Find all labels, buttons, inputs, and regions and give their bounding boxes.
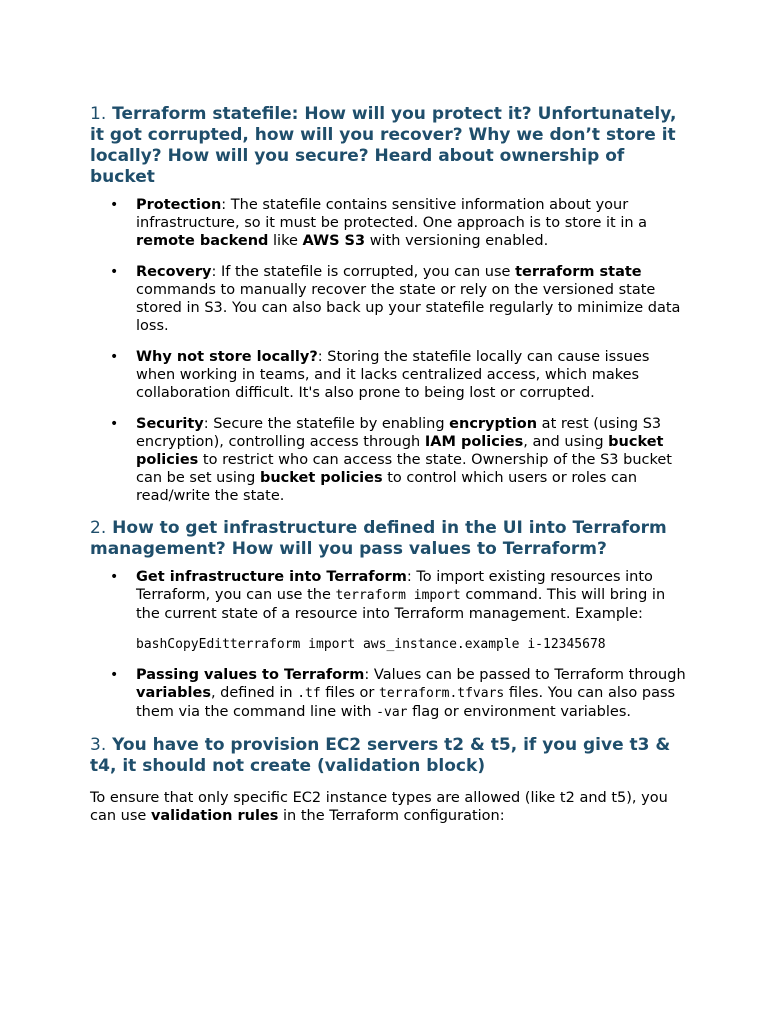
section-1 — [90, 104, 690, 505]
bullet-icon: • — [110, 264, 119, 280]
item-text: to restrict who can access the state. Ownership of the S3 bucket can be set using — [136, 452, 672, 486]
section-title: You have to provision EC2 servers t2 & t5, if you give t3 & t4, it should not create (validation block) — [90, 735, 671, 776]
section-heading — [90, 104, 690, 188]
item-text: to control which users or roles can read/write the state. — [136, 470, 638, 504]
bullet-list — [90, 568, 690, 722]
inline-code: -var — [376, 705, 408, 720]
section-title: How to get infrastructure defined in the UI into Terraform management? How will you pass values to Terraform? — [90, 518, 667, 559]
list-item-passing-values — [90, 666, 690, 722]
item-text: files or — [320, 685, 379, 701]
section-3 — [90, 735, 690, 825]
item-text: : Values can be passed to Terraform through — [364, 667, 686, 683]
bullet-icon: • — [110, 197, 119, 213]
item-text: : The statefile contains sensitive information about your infrastructure, so it must be protected. One approach is to store it in a — [136, 197, 648, 231]
item-bold: encryption — [449, 416, 538, 432]
list-item-security — [90, 415, 690, 505]
section-number: 2. — [90, 518, 107, 538]
code-example: bashCopyEditterraform import aws_instance.example i-12345678 — [136, 637, 606, 652]
section-heading — [90, 735, 690, 777]
item-text: : Secure the statefile by enabling — [203, 416, 450, 432]
item-text: command. This will bring in the current state of a resource into Terraform management. Example: — [136, 587, 666, 622]
paragraph — [90, 789, 690, 825]
bullet-icon: • — [110, 667, 119, 683]
item-text: : Storing the statefile locally can cause issues when working in teams, and it lacks centralized access, which makes collaboration difficult. It's also prone to being lost or corrupted. — [136, 349, 650, 401]
document-page — [90, 104, 690, 831]
inline-code: terraform.tfvars — [379, 686, 505, 701]
item-bold: terraform state — [515, 264, 642, 280]
para-bold: validation rules — [150, 808, 279, 824]
item-bold: IAM policies — [424, 434, 524, 450]
item-text: files. You can also pass them via the command line with — [136, 685, 676, 720]
item-label: Recovery — [136, 264, 212, 280]
item-text: : If the statefile is corrupted, you can use — [211, 264, 516, 280]
item-label: Passing values to Terraform — [136, 667, 365, 683]
para-text: in the Terraform configuration: — [278, 808, 505, 824]
item-text: flag or environment variables. — [407, 704, 631, 720]
item-text: at rest (using S3 encryption), controlling access through — [136, 416, 662, 450]
section-number: 1. — [90, 104, 107, 124]
section-title: Terraform statefile: How will you protect it? Unfortunately, it got corrupted, how will you recover? Why we don’t store it locally? How will you secure? Heard about ownership of bucket — [90, 104, 677, 187]
item-text: like — [268, 233, 303, 249]
list-item-why-not-local — [90, 348, 690, 402]
bullet-icon: • — [110, 349, 119, 365]
item-bold: remote backend — [136, 233, 269, 249]
item-label: Why not store locally? — [136, 349, 318, 365]
item-bold: AWS S3 — [302, 233, 366, 249]
section-heading — [90, 518, 690, 560]
item-text: commands to manually recover the state or rely on the versioned state stored in S3. You can also back up your statefile regularly to minimize data loss. — [136, 282, 681, 334]
item-text: , defined in — [210, 685, 298, 701]
item-text: : To import existing resources into Terraform, you can use the — [136, 569, 653, 603]
item-label: Get infrastructure into Terraform — [136, 569, 407, 585]
inline-code: .tf — [297, 686, 321, 701]
list-item-import — [90, 568, 690, 653]
item-bold: variables — [136, 685, 211, 701]
item-bold: bucket policies — [259, 470, 383, 486]
item-text: with versioning enabled. — [365, 233, 549, 249]
item-label: Security — [136, 416, 204, 432]
section-2 — [90, 518, 690, 722]
para-text: To ensure that only specific EC2 instance types are allowed (like t2 and t5), you can use — [90, 790, 668, 824]
list-item-recovery — [90, 263, 690, 335]
item-label: Protection — [136, 197, 222, 213]
bullet-list — [90, 196, 690, 505]
item-text: , and using — [523, 434, 609, 450]
bullet-icon: • — [110, 416, 119, 432]
inline-code: terraform import — [335, 588, 461, 603]
item-bold: bucket policies — [136, 434, 664, 468]
section-number: 3. — [90, 735, 107, 755]
bullet-icon: • — [110, 569, 119, 585]
list-item-protection — [90, 196, 690, 250]
